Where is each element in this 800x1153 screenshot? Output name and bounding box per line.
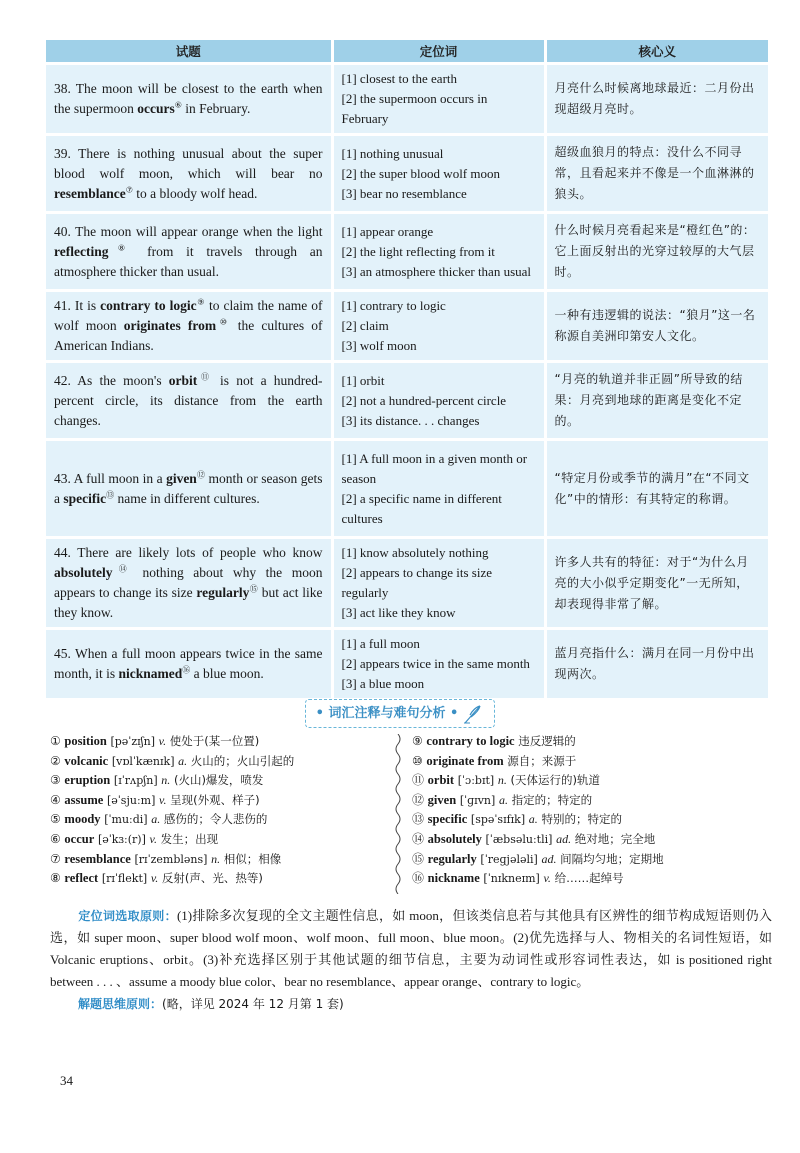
footnote-marker: ⑧ bbox=[108, 243, 135, 252]
table-body bbox=[46, 64, 768, 699]
locator-phrase: [3] bear no resemblance bbox=[341, 185, 467, 201]
footnote-marker: ⑫ bbox=[196, 470, 206, 479]
locator-phrase: [3] its distance. . . changes bbox=[341, 412, 480, 428]
vocab-phon: [pəˈzɪʃn] bbox=[110, 735, 156, 748]
question-text: 40. The moon will appear orange when the light bbox=[54, 223, 323, 239]
vocab-num: ⑩ bbox=[412, 753, 423, 768]
question-text: 44. There are likely lots of people who know bbox=[54, 545, 323, 560]
table-row bbox=[46, 629, 768, 699]
vocab-pos: a. bbox=[528, 812, 538, 827]
question-cell bbox=[46, 440, 332, 538]
page-number: 34 bbox=[60, 1073, 73, 1088]
question-text: nothing about why the moon appears to change its size bbox=[54, 565, 323, 600]
vocab-item bbox=[50, 732, 390, 752]
question-text: 45. When a full moon appears twice in the same month, it is bbox=[54, 646, 323, 681]
footnote-marker: ⑩ bbox=[216, 317, 231, 327]
locator-phrase: [1] a full moon bbox=[341, 636, 420, 651]
locator-cell bbox=[332, 440, 545, 538]
vocab-phon: [spəˈsɪfɪk] bbox=[470, 813, 526, 827]
vocab-item bbox=[50, 791, 390, 811]
footnote-marker: ⑥ bbox=[174, 100, 182, 110]
vocab-word: absolutely bbox=[427, 831, 482, 846]
vocab-def: 相似；相像 bbox=[223, 851, 282, 866]
question-cell bbox=[46, 291, 332, 362]
locator-phrase: [1] appear orange bbox=[341, 223, 434, 239]
footnote-marker: ⑮ bbox=[249, 584, 259, 594]
footnote-marker: ⑪ bbox=[197, 372, 213, 381]
locator-cell bbox=[332, 64, 545, 135]
vocab-pos: a. bbox=[151, 812, 161, 827]
keyword-bold: absolutely bbox=[54, 565, 113, 580]
vocab-num: ⑫ bbox=[412, 792, 425, 807]
vocab-num: ⑦ bbox=[50, 851, 61, 866]
vocab-num: ⑥ bbox=[50, 831, 61, 846]
vocab-pos: v. bbox=[158, 734, 167, 748]
locator-principle bbox=[50, 905, 772, 993]
locator-phrase: [2] appears twice in the same month bbox=[341, 656, 530, 671]
locator-phrase: [1] A full moon in a given month or season bbox=[341, 450, 528, 486]
vocab-def: 火山的；火山引起的 bbox=[190, 753, 295, 768]
vocab-section-title-label bbox=[305, 699, 496, 728]
vocab-phon: [rɪˈzembləns] bbox=[134, 852, 208, 866]
vocab-phon: [ˈreɡjələli] bbox=[480, 852, 538, 866]
vocab-phon: [ˈɡɪvn] bbox=[459, 793, 496, 807]
vocab-pos: n. bbox=[161, 773, 171, 788]
keyword-bold: orbit bbox=[168, 372, 198, 388]
vocab-num: ⑧ bbox=[50, 871, 61, 886]
question-text: 42. As the moon's bbox=[54, 372, 169, 388]
vocab-num: ⑨ bbox=[412, 734, 423, 748]
vocab-def: 使处于(某一位置) bbox=[169, 734, 260, 748]
vocab-word: moody bbox=[64, 812, 101, 827]
vocab-phon: [əˈsjuːm] bbox=[106, 793, 156, 807]
locator-cell bbox=[332, 291, 545, 362]
question-text: 38. The moon will be closest to the earth when the supermoon bbox=[54, 81, 323, 116]
core-meaning-cell: 超级血狼月的特点：没什么不同寻常，且看起来并不像是一个血淋淋的狼头。 bbox=[545, 135, 768, 213]
keyword-bold: occurs bbox=[137, 101, 175, 116]
locator-phrase: [3] a blue moon bbox=[341, 676, 425, 691]
locator-phrase: [1] know absolutely nothing bbox=[341, 545, 489, 560]
question-text: is not a hundred-percent circle, its distance from the earth changes. bbox=[54, 372, 323, 428]
vocab-list-left bbox=[50, 732, 390, 889]
core-meaning-cell: 月亮什么时候离地球最近：二月份出现超级月亮时。 bbox=[545, 64, 768, 135]
thinking-principle-label: 解题思维原则： bbox=[78, 997, 163, 1011]
vocab-def: 间隔均匀地；定期地 bbox=[560, 851, 664, 866]
table-row bbox=[46, 538, 768, 629]
vocab-word: resemblance bbox=[64, 851, 131, 866]
core-meaning-cell: “月亮的轨道并非正圆”所导致的结果：月亮到地球的距离是变化不定的。 bbox=[545, 362, 768, 440]
locator-principle-text: (1)排除多次复现的全文主题性信息，如 moon，但该类信息若与其他具有区辨性的细节构成短语则仍入选，如 super moon、super blood wolf moon、wolf moon、full moon、blue moon。(2)优先选择与人、物相关的名词性短语，如 Volcanic eruptions、orbit。(3)补充选择区别于其他试题的细节信息，主要为动词性或形容词性表达，如 is positioned right between . . . 、assume a moody blue color、bear no resemblance、appear orange、contrary to logic。 bbox=[50, 908, 772, 989]
vocab-def: 违反逻辑的 bbox=[518, 734, 576, 748]
vocab-item bbox=[412, 752, 772, 772]
question-text: 43. A full moon in a bbox=[54, 470, 167, 486]
vocab-num: ② bbox=[50, 753, 61, 768]
question-text: a blue moon. bbox=[190, 666, 264, 681]
keyword-bold: nicknamed bbox=[118, 666, 183, 681]
header-locator: 定位词 bbox=[332, 40, 545, 64]
keyword-bold: resemblance bbox=[54, 185, 126, 201]
vocab-pos: v. bbox=[159, 792, 167, 807]
wavy-divider bbox=[393, 734, 403, 894]
vocab-item bbox=[412, 830, 772, 850]
vocab-phon: [ˈmuːdi] bbox=[104, 813, 148, 827]
vocab-word: occur bbox=[64, 831, 95, 846]
vocab-def: 给……起绰号 bbox=[554, 871, 624, 886]
vocab-def: 反射(声、光、热等) bbox=[161, 871, 263, 886]
vocab-phon: [rɪˈflekt] bbox=[101, 872, 148, 886]
vocab-section-title bbox=[0, 699, 800, 728]
vocab-pos: n. bbox=[497, 773, 507, 788]
vocab-word: specific bbox=[427, 812, 468, 827]
question-text: month or season gets a bbox=[54, 470, 323, 506]
vocab-def: 特别的；特定的 bbox=[541, 812, 622, 827]
quill-icon bbox=[462, 703, 484, 725]
vocab-item bbox=[50, 771, 390, 791]
vocab-word: orbit bbox=[427, 773, 455, 788]
vocab-phon: [ˈnɪkneɪm] bbox=[483, 872, 540, 886]
core-meaning-cell: 一种有违逻辑的说法：“狼月”这一名称源自美洲印第安人文化。 bbox=[545, 291, 768, 362]
vocab-item bbox=[50, 810, 390, 830]
vocab-def: (火山)爆发，喷发 bbox=[173, 773, 264, 788]
footnote-marker: ⑦ bbox=[125, 185, 133, 194]
vocab-item bbox=[50, 850, 390, 870]
question-cell bbox=[46, 629, 332, 699]
vocab-word: reflect bbox=[64, 871, 99, 886]
vocab-word: regularly bbox=[427, 851, 477, 866]
locator-phrase: [2] not a hundred-percent circle bbox=[341, 392, 507, 408]
locator-phrase: [1] closest to the earth bbox=[341, 71, 458, 86]
vocab-word: given bbox=[427, 792, 457, 807]
vocab-item bbox=[50, 752, 390, 772]
footnote-marker: ⑨ bbox=[196, 297, 206, 307]
footnote-marker: ⑬ bbox=[106, 490, 115, 499]
vocab-phon: [əˈkɜː(r)] bbox=[97, 832, 146, 846]
locator-cell bbox=[332, 629, 545, 699]
locator-phrase: [1] orbit bbox=[341, 372, 385, 388]
question-table-container bbox=[46, 40, 768, 698]
vocab-def: 呈现(外观、样子) bbox=[170, 792, 260, 807]
vocab-pos: ad. bbox=[556, 831, 572, 846]
question-text: in February. bbox=[181, 101, 251, 116]
vocab-item bbox=[50, 869, 390, 889]
question-table bbox=[46, 40, 768, 698]
vocab-word: volcanic bbox=[64, 753, 109, 768]
keyword-bold: reflecting bbox=[54, 243, 109, 259]
locator-phrase: [2] the super blood wolf moon bbox=[341, 165, 501, 181]
question-text: to claim the name of wolf moon bbox=[54, 298, 323, 333]
question-text: but act like they know. bbox=[54, 585, 323, 620]
locator-phrase: [2] a specific name in different cultures bbox=[341, 490, 502, 526]
vocab-item bbox=[412, 732, 772, 752]
vocab-item bbox=[412, 810, 772, 830]
vocab-num: ⑤ bbox=[50, 812, 61, 827]
vocab-def: (天体运行的)轨道 bbox=[510, 773, 600, 788]
header-question: 试题 bbox=[46, 40, 332, 64]
vocab-word: eruption bbox=[64, 773, 111, 788]
locator-cell bbox=[332, 135, 545, 213]
vocab-pos: n. bbox=[211, 851, 221, 866]
keyword-bold: regularly bbox=[196, 585, 250, 600]
question-cell bbox=[46, 135, 332, 213]
locator-phrase: [2] appears to change its size regularly bbox=[341, 565, 493, 600]
locator-cell bbox=[332, 362, 545, 440]
vocab-num: ⑭ bbox=[412, 831, 425, 846]
vocab-num: ④ bbox=[50, 792, 61, 807]
vocab-pos: a. bbox=[178, 753, 188, 768]
locator-phrase: [3] wolf moon bbox=[341, 338, 417, 353]
vocab-phon: [ɪˈrʌpʃn] bbox=[113, 774, 158, 788]
keyword-bold: contrary to logic bbox=[100, 298, 197, 313]
vocab-phon: [vɒlˈkænɪk] bbox=[111, 754, 175, 768]
vocab-num: ③ bbox=[50, 773, 61, 788]
vocab-num: ⑯ bbox=[412, 871, 425, 886]
table-row bbox=[46, 213, 768, 291]
footnote-marker: ⑭ bbox=[112, 564, 133, 574]
vocab-word: assume bbox=[64, 792, 104, 807]
locator-phrase: [3] an atmosphere thicker than usual bbox=[341, 263, 532, 279]
locator-phrase: [3] act like they know bbox=[341, 605, 456, 620]
locator-phrase: [1] nothing unusual bbox=[341, 145, 444, 161]
vocab-pos: v. bbox=[149, 831, 157, 846]
thinking-principle bbox=[78, 995, 344, 1012]
vocab-def: 绝对地；完全地 bbox=[574, 831, 656, 846]
keyword-bold: given bbox=[166, 470, 197, 486]
question-text: 39. There is nothing unusual about the super blood wolf moon, which will bear no bbox=[54, 145, 323, 181]
vocab-num: ⑪ bbox=[412, 773, 425, 788]
vocab-item bbox=[412, 869, 772, 889]
vocab-def: 源自；来源于 bbox=[507, 753, 577, 768]
table-row bbox=[46, 362, 768, 440]
table-header-row bbox=[46, 40, 768, 64]
header-core-meaning: 核心义 bbox=[545, 40, 768, 64]
vocab-item bbox=[50, 830, 390, 850]
thinking-principle-text: (略，详见 2024 年 12 月第 1 套) bbox=[162, 997, 344, 1011]
locator-phrase: [1] contrary to logic bbox=[341, 298, 446, 313]
vocab-def: 感伤的；令人悲伤的 bbox=[163, 812, 268, 827]
question-cell bbox=[46, 362, 332, 440]
locator-cell bbox=[332, 213, 545, 291]
table-row bbox=[46, 64, 768, 135]
keyword-bold: specific bbox=[63, 490, 107, 506]
vocab-section-title-text: • 词汇注释与难句分析 • bbox=[315, 706, 459, 721]
vocab-pos: v. bbox=[543, 871, 551, 886]
vocab-item bbox=[412, 791, 772, 811]
vocab-num: ① bbox=[50, 734, 61, 748]
core-meaning-cell: 什么时候月亮看起来是“橙红色”的：它上面反射出的光穿过较厚的大气层时。 bbox=[545, 213, 768, 291]
vocab-word: nickname bbox=[427, 871, 480, 886]
vocab-pos: ad. bbox=[541, 851, 557, 866]
question-text: 41. It is bbox=[54, 298, 101, 313]
vocab-list-right bbox=[412, 732, 772, 889]
keyword-bold: originates from bbox=[123, 318, 217, 333]
question-text: from it travels through an atmosphere thicker than usual. bbox=[54, 243, 323, 279]
footnote-marker: ⑯ bbox=[182, 665, 191, 675]
locator-phrase: [2] the light reflecting from it bbox=[341, 243, 495, 259]
vocab-word: originate from bbox=[426, 753, 504, 768]
vocab-item bbox=[412, 850, 772, 870]
question-cell bbox=[46, 213, 332, 291]
vocab-word: position bbox=[64, 734, 107, 748]
vocab-item bbox=[412, 771, 772, 791]
core-meaning-cell: 许多人共有的特征：对于“为什么月亮的大小似乎定期变化”一无所知，却表现得非常了解。 bbox=[545, 538, 768, 629]
core-meaning-cell: 蓝月亮指什么：满月在同一月份中出现两次。 bbox=[545, 629, 768, 699]
vocab-pos: a. bbox=[498, 792, 508, 807]
table-row bbox=[46, 440, 768, 538]
locator-phrase: [2] the supermoon occurs in February bbox=[341, 91, 488, 126]
table-row bbox=[46, 135, 768, 213]
core-meaning-cell: “特定月份或季节的满月”在“不同文化”中的情形：有其特定的称谓。 bbox=[545, 440, 768, 538]
question-cell bbox=[46, 538, 332, 629]
table-row bbox=[46, 291, 768, 362]
vocab-pos: v. bbox=[150, 871, 159, 886]
vocab-num: ⑬ bbox=[412, 812, 425, 827]
question-text: name in different cultures. bbox=[114, 490, 260, 506]
vocab-word: contrary to logic bbox=[426, 734, 515, 748]
locator-cell bbox=[332, 538, 545, 629]
vocab-phon: [ˈæbsəluːtli] bbox=[485, 832, 553, 846]
locator-phrase: [2] claim bbox=[341, 318, 389, 333]
question-text: the cultures of American Indians. bbox=[54, 318, 323, 353]
vocab-def: 发生；出现 bbox=[160, 831, 219, 846]
question-cell bbox=[46, 64, 332, 135]
vocab-def: 指定的；特定的 bbox=[511, 792, 593, 807]
vocab-phon: [ˈɔːbɪt] bbox=[457, 774, 495, 788]
question-text: to a bloody wolf head. bbox=[132, 185, 258, 201]
vocab-num: ⑮ bbox=[412, 851, 425, 866]
locator-principle-label: 定位词选取原则： bbox=[78, 909, 177, 923]
